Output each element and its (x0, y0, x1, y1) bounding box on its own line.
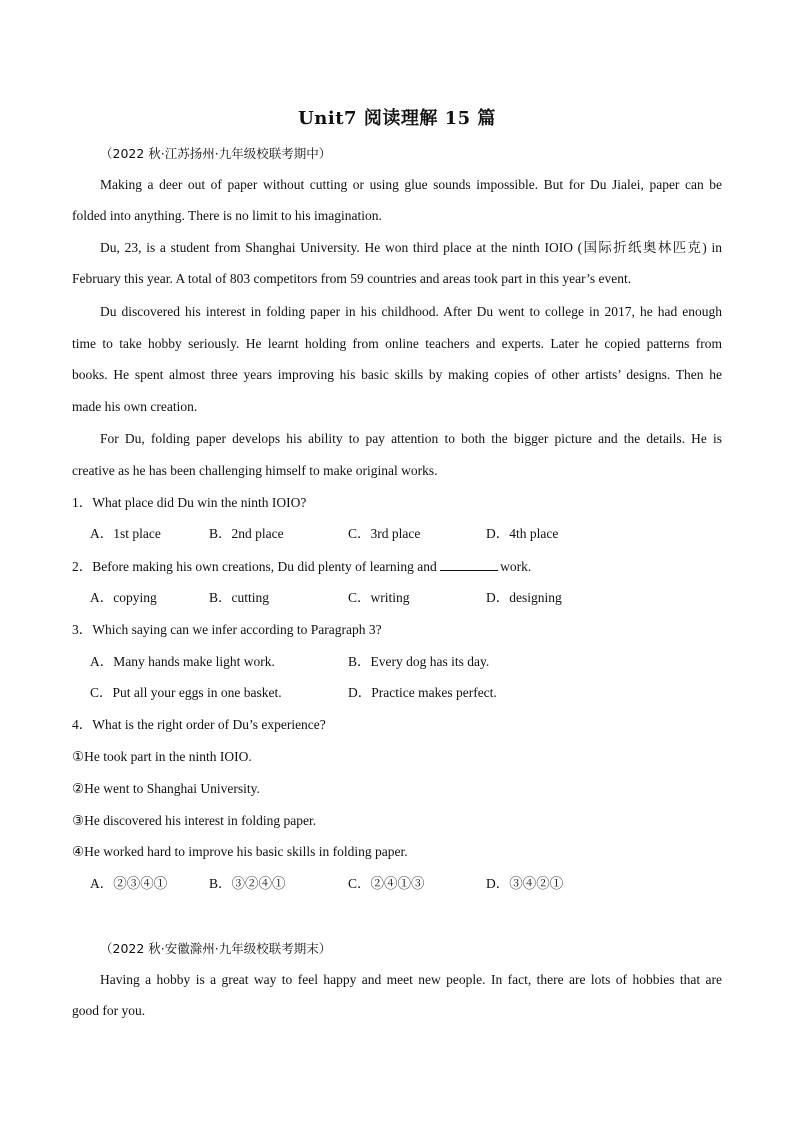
passage1-p4-line2: creative as he has been challenging himself to make original works. (72, 463, 438, 478)
passage1-p1-line1: Making a deer out of paper without cutting or using glue sounds impossible. But for Du Jialei, paper can be (100, 177, 722, 192)
question-3-option-a[interactable]: A．Many hands make light work. (90, 654, 275, 669)
question-4-option-b[interactable]: B．③②④① (209, 876, 286, 891)
question-2-stem-before: 2．Before making his own creations, Du did plenty of learning and (72, 559, 437, 574)
passage1-p3-line1: Du discovered his interest in folding paper in his childhood. After Du went to college in 2017, he had enough (100, 304, 722, 319)
question-2-option-c[interactable]: C．writing (348, 590, 410, 605)
question-4-stem: 4．What is the right order of Du’s experience? (72, 717, 326, 732)
question-4-option-d[interactable]: D．③④②① (486, 876, 564, 891)
passage2-source: （2022 秋·安徽滁州·九年级校联考期末） (100, 941, 332, 956)
question-1-option-c[interactable]: C．3rd place (348, 526, 421, 541)
question-2-option-a[interactable]: A．copying (90, 590, 157, 605)
question-4-item-3: ③He discovered his interest in folding paper. (72, 813, 317, 828)
question-1-option-a[interactable]: A．1st place (90, 526, 161, 541)
passage1-source: （2022 秋·江苏扬州·九年级校联考期中） (100, 146, 332, 161)
passage1-p2-line2: February this year. A total of 803 competitors from 59 countries and areas took part in this year’s event. (72, 271, 632, 286)
question-3-option-d[interactable]: D．Practice makes perfect. (348, 685, 497, 700)
passage2-p1-line1: Having a hobby is a great way to feel happy and meet new people. In fact, there are lots of hobbies that are (100, 972, 722, 987)
question-4-option-c[interactable]: C．②④①③ (348, 876, 425, 891)
question-4-item-1: ①He took part in the ninth IOIO. (72, 749, 252, 764)
question-3-option-b[interactable]: B．Every dog has its day. (348, 654, 490, 669)
question-4-item-4: ④He worked hard to improve his basic skills in folding paper. (72, 844, 408, 859)
question-2-stem (72, 558, 722, 575)
question-3-stem: 3．Which saying can we infer according to Paragraph 3? (72, 622, 382, 637)
question-3-option-c[interactable]: C．Put all your eggs in one basket. (90, 685, 282, 700)
question-2-option-d[interactable]: D．designing (486, 590, 562, 605)
passage1-p4-line1: For Du, folding paper develops his ability to pay attention to both the bigger picture and the details. He is (100, 431, 722, 446)
question-1-option-b[interactable]: B．2nd place (209, 526, 284, 541)
question-1-option-d[interactable]: D．4th place (486, 526, 559, 541)
passage1-p3-line4: made his own creation. (72, 399, 198, 414)
passage2-p1-line2: good for you. (72, 1003, 146, 1018)
page-title: Unit7 阅读理解 15 篇 (298, 108, 496, 129)
passage1-p3-line3: books. He spent almost three years improving his basic skills by making copies of other artists’ designs. Then he (72, 367, 722, 382)
question-4-option-a[interactable]: A．②③④① (90, 876, 168, 891)
passage1-p1-line2: folded into anything. There is no limit to his imagination. (72, 208, 382, 223)
passage1-p2-line1: Du, 23, is a student from Shanghai University. He won third place at the ninth IOIO (国际折纸奥林匹克) in (100, 240, 722, 255)
answer-blank (440, 558, 498, 571)
question-2-option-b[interactable]: B．cutting (209, 590, 269, 605)
question-1-stem: 1．What place did Du win the ninth IOIO? (72, 495, 307, 510)
question-2-stem-after: work. (500, 559, 532, 574)
passage1-p3-line2: time to take hobby seriously. He learnt holding from online teachers and experts. Later he copied patterns from (72, 336, 722, 351)
question-4-item-2: ②He went to Shanghai University. (72, 781, 260, 796)
